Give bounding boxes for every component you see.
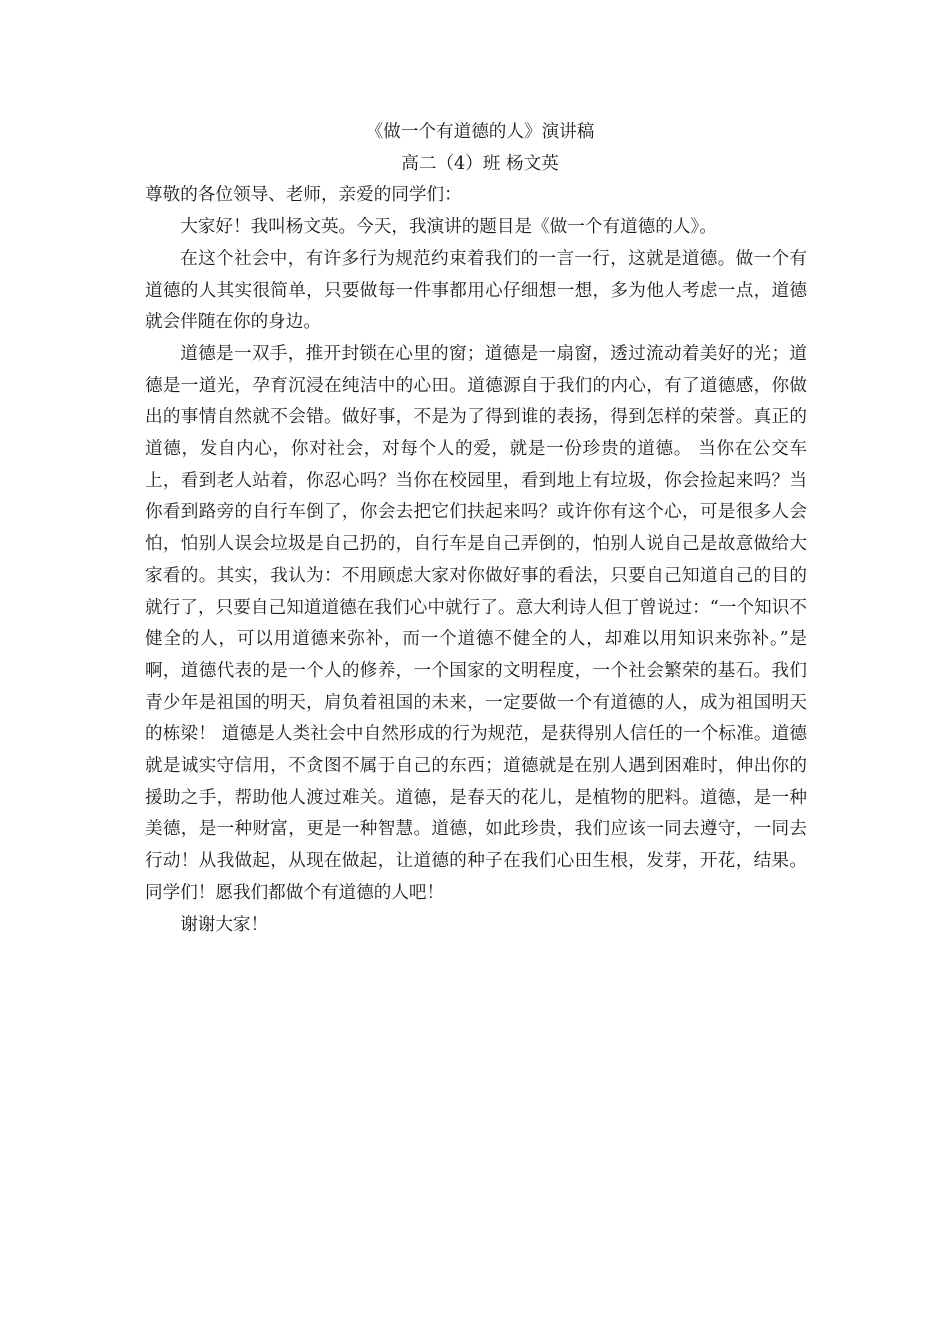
salutation: 尊敬的各位领导、老师，亲爱的同学们：	[145, 185, 462, 206]
paragraph-greeting: 大家好！我叫杨文英。今天，我演讲的题目是《做一个有道德的人》。	[180, 217, 717, 238]
paragraph-body: 道德是一双手，推开封锁在心里的窗；道德是一扇窗，透过流动着美好的光；道德是一道光，孕育沉浸在纯洁中的心田。道德源自于我们的内心，有了道德感，你做出的事情自然就不会错。做好事，不是为了得到谁的表扬，得到怎样的荣誉。真正的道德，发自内心，你对社会，对每个人的爱，就是一份珍贵的道德。 当你在公交车上，看到老人站着，你忍心吗？当你在校园里，看到地上有垃圾，你会捡起来吗？当你看到路旁的自行车倒了，你会去把它们扶起来吗？或许你有这个心，可是很多人会怕，怕别人误会垃圾是自己扔的，自行车是自己弄倒的，怕别人说自己是故意做给大家看的。其实，我认为：不用顾虑大家对你做好事的看法，只要自己知道自己的目的就行了，只要自己知道道德在我们心中就行了。意大利诗人但丁曾说过：“一个知识不健全的人，可以用道德来弥补，而一个道德不健全的人，却难以用知识来弥补。”是啊，道德代表的是一个人的修养，一个国家的文明程度，一个社会繁荣的基石。我们青少年是祖国的明天，肩负着祖国的未来，一定要做一个有道德的人，成为祖国明天的栋梁！ 道德是人类社会中自然形成的行为规范，是获得别人信任的一个标准。道德就是诚实守信用，不贪图不属于自己的东西；道德就是在别人遇到困难时，伸出你的援助之手，帮助他人渡过难关。道德，是春天的花儿，是植物的肥料。道德，是一种美德，是一种财富，更是一种智慧。道德，如此珍贵，我们应该一同去遵守，一同去行动！从我做起，从现在做起，让道德的种子在我们心田生根，发芽，开花，结果。同学们！愿我们都做个有道德的人吧！	[145, 343, 807, 903]
paragraph-closing: 谢谢大家！	[180, 914, 269, 935]
author-line: 高二（4）班 杨文英	[401, 153, 559, 174]
speech-content	[145, 117, 807, 941]
paragraph-intro: 在这个社会中，有许多行为规范约束着我们的一言一行，这就是道德。做一个有道德的人其实很简单，只要做每一件事都用心仔细想一想，多为他人考虑一点，道德就会伴随在你的身边。	[145, 248, 807, 333]
speech-title: 《做一个有道德的人》演讲稿	[365, 122, 595, 142]
